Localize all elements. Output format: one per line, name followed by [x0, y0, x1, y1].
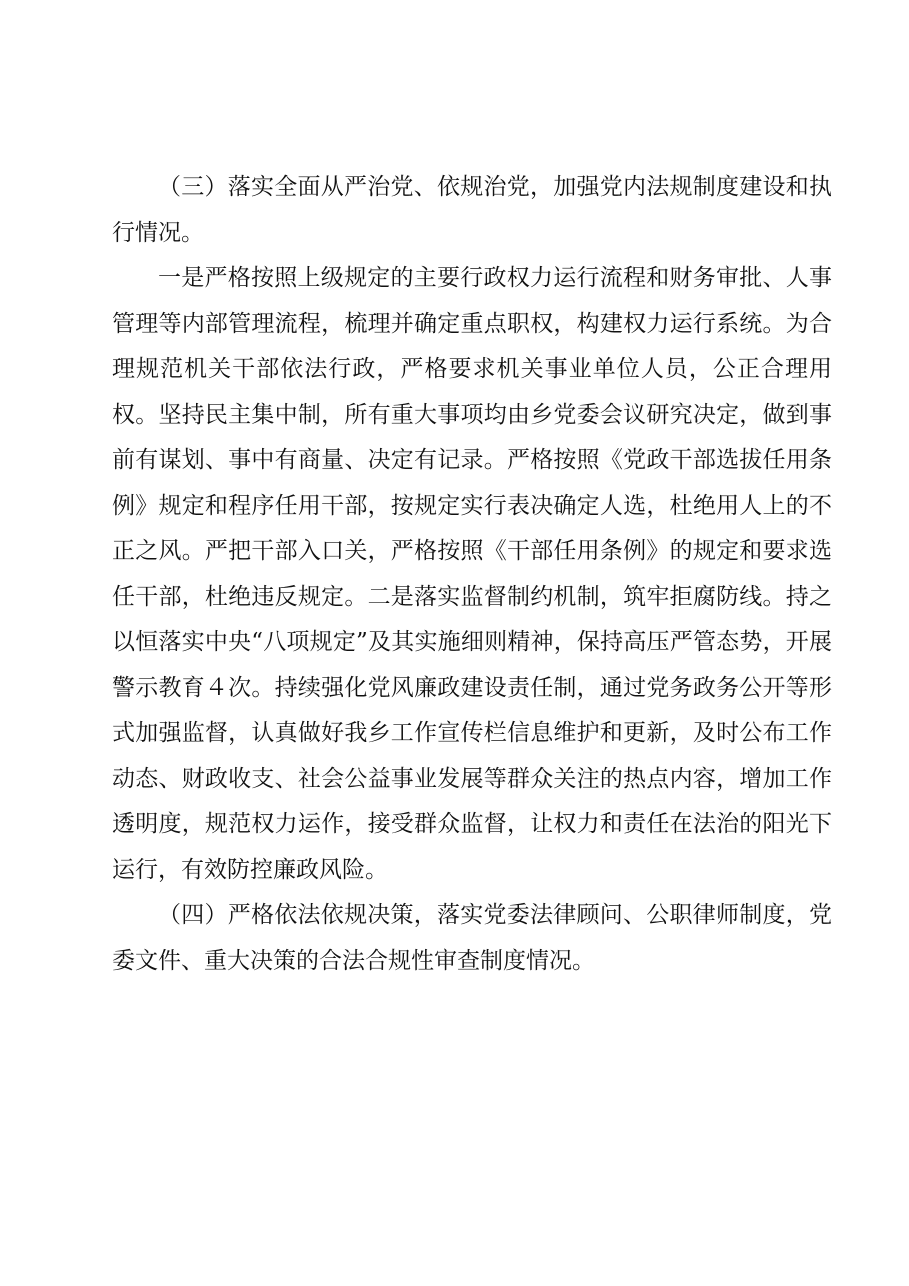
section-three-heading: （三）落实全面从严治党、依规治党，加强党内法规制度建设和执行情况。 [112, 174, 832, 246]
section-three-body: 一是严格按照上级规定的主要行政权力运行流程和财务审批、人事管理等内部管理流程，梳理并确定重点职权，构建权力运行系统。为合理规范机关干部依法行政，严格要求机关事业单位人员，公正合理用权。坚持民主集中制，所有重大事项均由乡党委会议研究决定，做到事前有谋划、事中有商量、决定有记录。严格按照《党政干部选拔任用条例》规定和程序任用干部，按规定实行表决确定人选，杜绝用人上的不正之风。严把干部入口关，严格按照《干部任用条例》的规定和要求选任干部，杜绝违反规定。二是落实监督制约机制，筑牢拒腐防线。持之以恒落实中央“八项规定”及其实施细则精神，保持高压严管态势，开展警示教育４次。持续强化党风廉政建设责任制，通过党务政务公开等形式加强监督，认真做好我乡工作宣传栏信息维护和更新，及时公布工作动态、财政收支、社会公益事业发展等群众关注的热点内容，增加工作透明度，规范权力运作，接受群众监督，让权力和责任在法治的阳光下运行，有效防控廉政风险。 [112, 265, 832, 883]
document-body [112, 165, 832, 984]
section-four-heading: （四）严格依法依规决策，落实党委法律顾问、公职律师制度，党委文件、重大决策的合法合规性审查制度情况。 [112, 902, 832, 974]
